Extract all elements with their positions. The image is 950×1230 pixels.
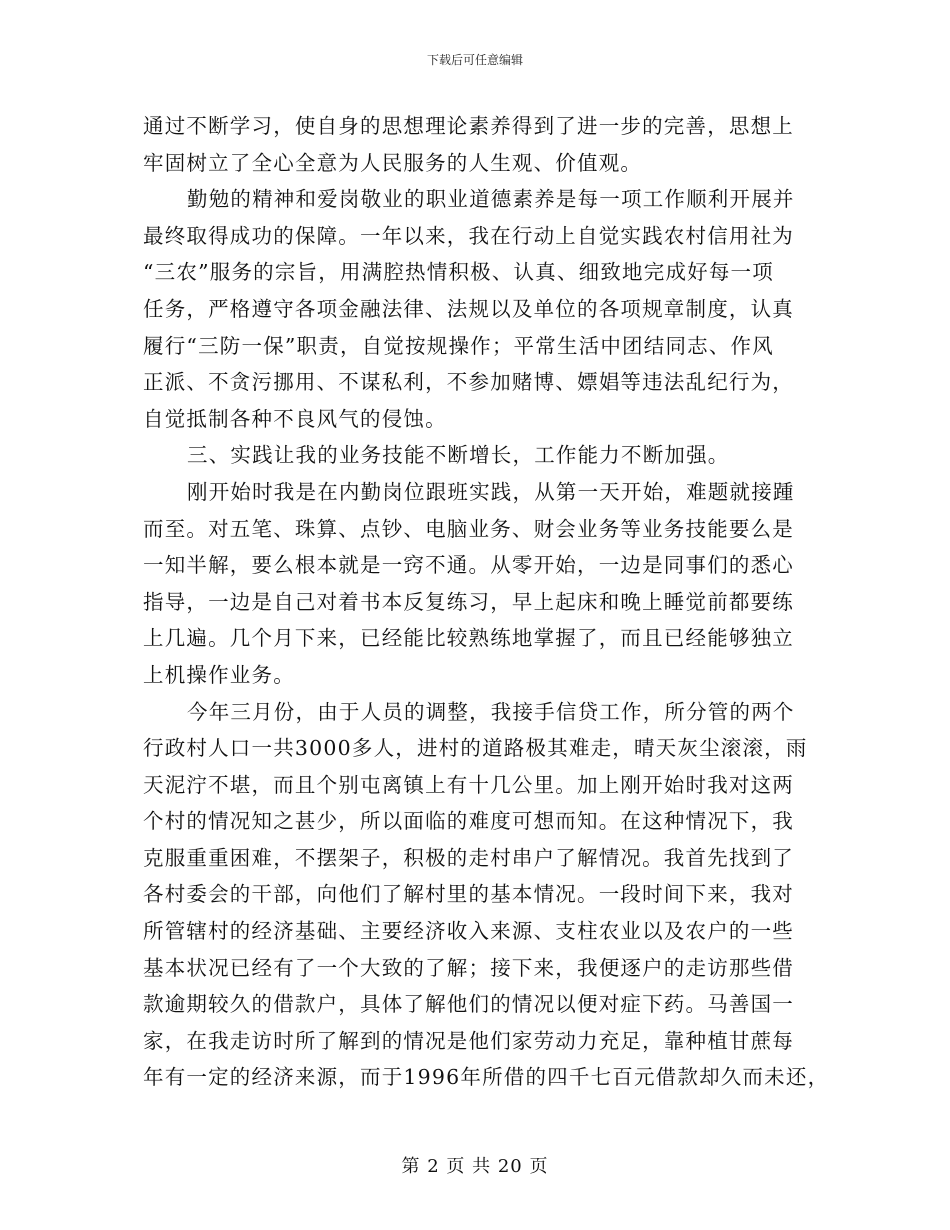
- text-line: “三农”服务的宗旨，用满腔热情积极、认真、细致地完成好每一项: [143, 260, 774, 285]
- text-line: 三、实践让我的业务技能不断增长，工作能力不断加强。: [187, 443, 730, 468]
- text-line: 基本状况已经有了一个大致的了解；接下来，我便逐户的走访那些借: [143, 955, 794, 980]
- text-line: 牢固树立了全心全意为人民服务的人生观、价值观。: [143, 150, 643, 175]
- text-line: 个村的情况知之甚少，所以面临的难度可想而知。在这种情况下，我: [143, 809, 794, 834]
- text-line: 各村委会的干部，向他们了解村里的基本情况。一段时间下来，我对: [143, 882, 794, 907]
- text-line: 天泥泞不堪，而且个别屯离镇上有十几公里。加上刚开始时我对这两: [143, 772, 794, 797]
- page-footer: 第 2 页 共 20 页: [401, 1156, 549, 1177]
- text-line: 履行“三防一保”职责，自觉按规操作；平常生活中团结同志、作风: [143, 333, 774, 358]
- page-header: 下载后可任意编辑: [426, 53, 523, 67]
- text-line: 任务，严格遵守各项金融法律、法规以及单位的各项规章制度，认真: [143, 296, 794, 321]
- text-line: 家，在我走访时所了解到的情况是他们家劳动力充足，靠种植甘蔗每: [143, 1028, 794, 1053]
- text-line: 上机操作业务。: [143, 662, 295, 687]
- text-line: 一知半解，要么根本就是一窍不通。从零开始，一边是同事们的悉心: [143, 553, 794, 578]
- text-line: 款逾期较久的借款户，具体了解他们的情况以便对症下药。马善国一: [143, 992, 794, 1017]
- text-line: 指导，一边是自己对着书本反复练习，早上起床和晚上睡觉前都要练: [143, 589, 794, 614]
- text-line: 上几遍。几个月下来，已经能比较熟练地掌握了，而且已经能够独立: [143, 626, 794, 651]
- text-line: 行政村人口一共3000多人，进村的道路极其难走，晴天灰尘滚滚，雨: [143, 736, 808, 761]
- text-line: 而至。对五笔、珠算、点钞、电脑业务、财会业务等业务技能要么是: [143, 516, 794, 541]
- text-line: 今年三月份，由于人员的调整，我接手信贷工作，所分管的两个: [187, 699, 795, 724]
- text-line: 勤勉的精神和爱岗敬业的职业道德素养是每一项工作顺利开展并: [187, 187, 795, 212]
- text-line: 年有一定的经济来源，而于1996年所借的四千七百元借款却久而未还，: [143, 1065, 830, 1090]
- text-line: 所管辖村的经济基础、主要经济收入来源、支柱农业以及农户的一些: [143, 919, 794, 944]
- text-line: 通过不断学习，使自身的思想理论素养得到了进一步的完善，思想上: [143, 114, 794, 138]
- text-line: 最终取得成功的保障。一年以来，我在行动上自觉实践农村信用社为: [143, 223, 794, 248]
- text-line: 刚开始时我是在内勤岗位跟班实践，从第一天开始，难题就接踵: [187, 479, 795, 504]
- document-body: [143, 108, 830, 1096]
- text-line: 正派、不贪污挪用、不谋私利，不参加赌博、嫖娼等违法乱纪行为，: [143, 370, 794, 395]
- text-line: 自觉抵制各种不良风气的侵蚀。: [143, 406, 447, 431]
- text-line: 克服重重困难，不摆架子，积极的走村串户了解情况。我首先找到了: [143, 845, 794, 870]
